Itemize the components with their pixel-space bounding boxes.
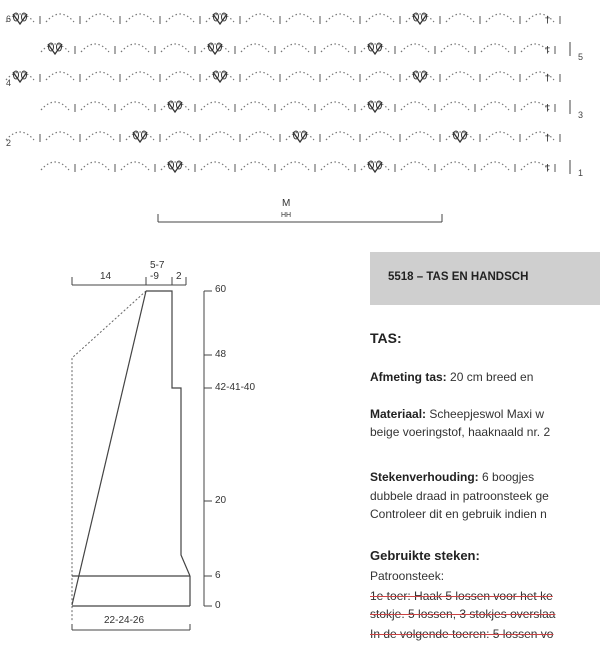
chain-arc [366, 72, 394, 80]
row-number-6: 6 [6, 14, 12, 24]
chain-arc [441, 162, 469, 170]
chain-arc [286, 14, 314, 22]
end-marker: † [545, 103, 550, 114]
row-number-2: 2 [6, 138, 12, 148]
chain-arc [121, 102, 149, 110]
row-number-5: 5 [578, 52, 584, 62]
stitch-chart [0, 0, 600, 240]
scale-label-60: 60 [215, 284, 227, 295]
cluster-symbol [168, 162, 182, 172]
chain-arc [326, 132, 354, 140]
chain-arc [286, 72, 314, 80]
chain-arc [481, 162, 509, 170]
width-label-bottom: 22-24-26 [104, 615, 145, 626]
section-title: TAS: [370, 330, 402, 346]
size-label: Afmeting tas: [370, 370, 447, 384]
chain-arc [361, 44, 389, 52]
chain-arc [441, 102, 469, 110]
gauge-label: Stekenverhouding: [370, 470, 479, 484]
end-marker: † [545, 15, 550, 26]
chain-arc [206, 14, 234, 22]
pattern-title: 5518 – TAS EN HANDSCH [388, 271, 529, 283]
scale-label-20: 20 [215, 495, 227, 506]
size-line [370, 370, 533, 384]
chain-arc [321, 44, 349, 52]
stitches-title: Gebruikte steken: [370, 548, 480, 563]
width-label-5-7: 5-7 [150, 260, 165, 271]
chain-arc [446, 14, 474, 22]
scale-label-6: 6 [215, 570, 221, 581]
scale-label-42: 42-41-40 [215, 382, 256, 393]
cluster-symbol [453, 132, 467, 142]
chain-arc [486, 132, 514, 140]
pattern-label: Patroonsteek: [370, 569, 445, 583]
chain-arc [86, 72, 114, 80]
chain-arc [126, 132, 154, 140]
gauge-value: 6 boogjes [482, 470, 535, 484]
chain-arc [361, 102, 389, 110]
chain-arc [81, 162, 109, 170]
chain-arc [406, 132, 434, 140]
chain-arc [201, 44, 229, 52]
chain-arc [161, 102, 189, 110]
material-label: Materiaal: [370, 407, 427, 421]
scale-label-48: 48 [215, 349, 227, 360]
repeat-sublabel: HH [281, 212, 292, 219]
gauge-line-3: Controleer dit en gebruik indien n [370, 507, 547, 521]
chain-arc [161, 44, 189, 52]
row-1-text: 1e toer: Haak 5 lossen voor het ke [370, 589, 553, 603]
chain-arc [201, 102, 229, 110]
chain-arc [281, 162, 309, 170]
chain-arc [246, 72, 274, 80]
material-line [370, 407, 544, 421]
next-rows-text: In de volgende toeren: 5 lossen vo [370, 627, 554, 641]
cluster-symbol [168, 102, 182, 112]
chain-arc [281, 44, 309, 52]
chain-arc [366, 14, 394, 22]
chain-arc [166, 72, 194, 80]
scale-label-0: 0 [215, 600, 221, 611]
cluster-symbol [413, 14, 427, 24]
chain-arc [481, 44, 509, 52]
chain-arc [366, 132, 394, 140]
chain-arc [206, 72, 234, 80]
chain-arc [86, 132, 114, 140]
chain-arc [166, 14, 194, 22]
end-marker: † [545, 73, 550, 84]
chain-arc [321, 162, 349, 170]
chain-arc [201, 162, 229, 170]
chain-arc [241, 44, 269, 52]
bag-schematic [0, 250, 370, 648]
chain-arc [406, 14, 434, 22]
cluster-symbol [208, 44, 222, 54]
cluster-symbol [293, 132, 307, 142]
gauge-line-2: dubbele draad in patroonsteek ge [370, 489, 549, 503]
width-label-2: 2 [176, 271, 182, 282]
chain-arc [126, 14, 154, 22]
chain-arc [46, 72, 74, 80]
chain-arc [246, 132, 274, 140]
chain-arc [126, 72, 154, 80]
chain-arc [326, 14, 354, 22]
chain-arc [46, 14, 74, 22]
chain-arc [326, 72, 354, 80]
chain-arc [241, 102, 269, 110]
chain-arc [241, 162, 269, 170]
chain-arc [481, 102, 509, 110]
material-value: Scheepjeswol Maxi w [429, 407, 545, 421]
chain-arc [486, 14, 514, 22]
width-label-14: 14 [100, 271, 112, 282]
chain-arc [246, 14, 274, 22]
chain-arc [486, 72, 514, 80]
chain-arc [401, 162, 429, 170]
chain-arc [41, 44, 69, 52]
size-value: 20 cm breed en [450, 370, 534, 384]
chain-arc [446, 72, 474, 80]
cluster-symbol [368, 44, 382, 54]
cluster-symbol [368, 162, 382, 172]
cluster-symbol [13, 72, 27, 82]
material-line-2: beige voeringstof, haaknaald nr. 2 [370, 425, 551, 439]
row-1-text-2: stokje. 5 lossen, 3 stokjes overslaa [370, 607, 556, 621]
cluster-symbol [368, 102, 382, 112]
chain-arc [81, 44, 109, 52]
chain-arc [446, 132, 474, 140]
pattern-title-banner [370, 252, 600, 305]
cluster-symbol [213, 72, 227, 82]
end-marker: † [545, 163, 550, 174]
chain-arc [41, 162, 69, 170]
cluster-symbol [133, 132, 147, 142]
chain-arc [121, 44, 149, 52]
chain-arc [41, 102, 69, 110]
chain-arc [406, 72, 434, 80]
row-number-3: 3 [578, 110, 584, 120]
chain-arc [206, 132, 234, 140]
cluster-symbol [48, 44, 62, 54]
chain-arc [401, 102, 429, 110]
chain-arc [81, 102, 109, 110]
chain-arc [286, 132, 314, 140]
chain-arc [361, 162, 389, 170]
chain-arc [441, 44, 469, 52]
repeat-label: M [282, 198, 291, 209]
cluster-symbol [13, 14, 27, 24]
cluster-symbol [213, 14, 227, 24]
chain-arc [166, 132, 194, 140]
end-marker: † [545, 133, 550, 144]
chain-arc [281, 102, 309, 110]
row-number-4: 4 [6, 78, 12, 88]
chain-arc [46, 132, 74, 140]
chain-arc [321, 102, 349, 110]
chain-arc [401, 44, 429, 52]
row-number-1: 1 [578, 168, 584, 178]
width-label-9: -9 [150, 271, 159, 282]
chain-arc [86, 14, 114, 22]
gauge-line [370, 470, 534, 484]
end-marker: † [545, 45, 550, 56]
chain-arc [121, 162, 149, 170]
chain-arc [161, 162, 189, 170]
cluster-symbol [413, 72, 427, 82]
